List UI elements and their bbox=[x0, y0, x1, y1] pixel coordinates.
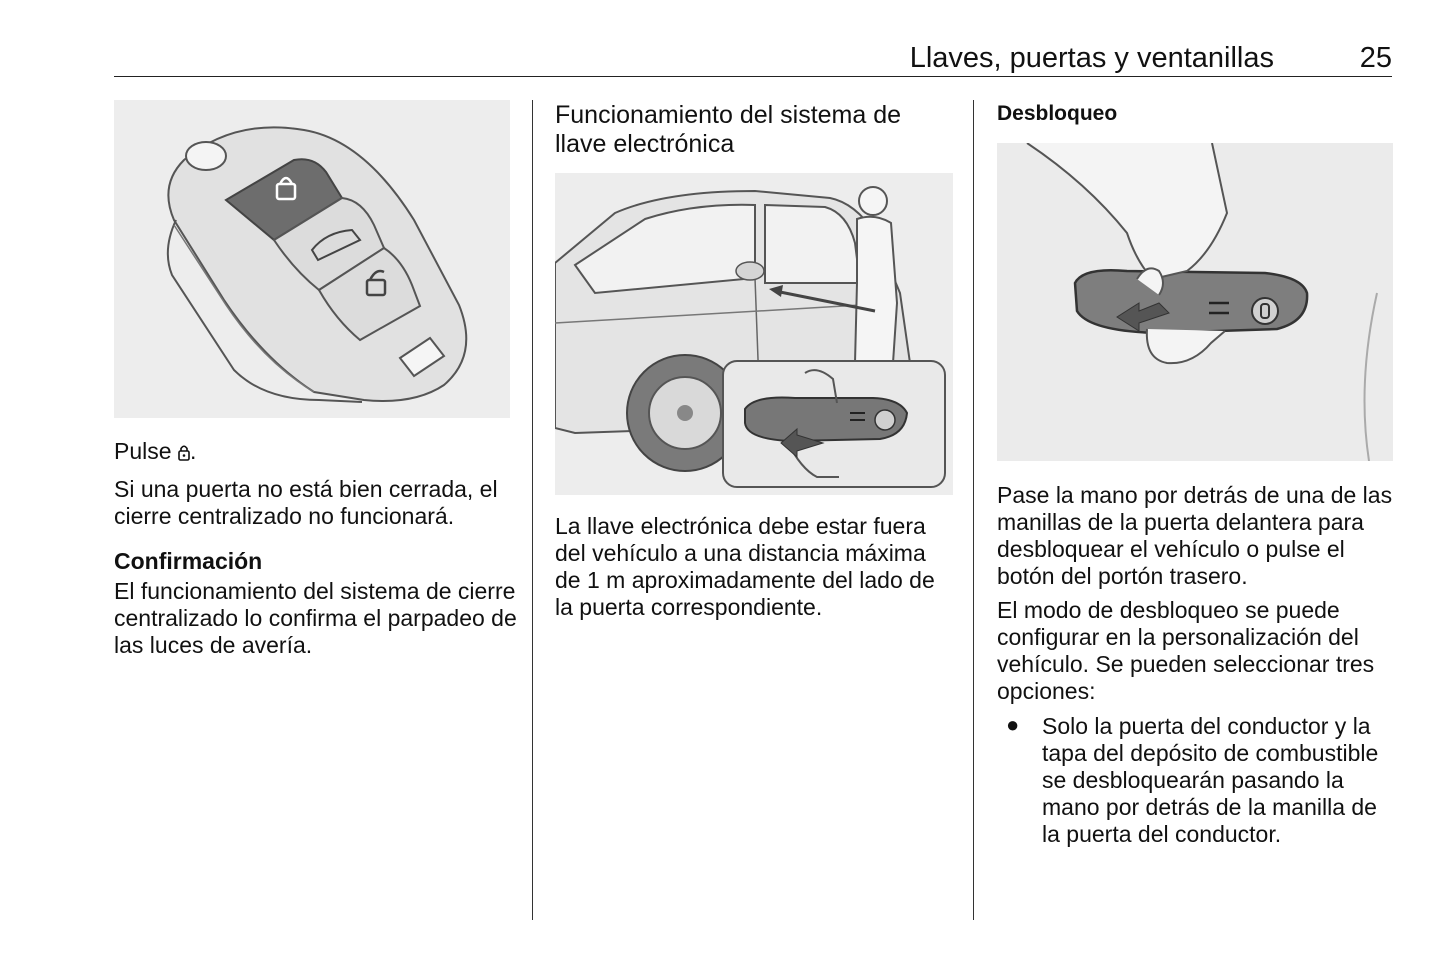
paragraph-confirmation: El funcionamiento del sistema de cierre centralizado lo confirma el parpadeo de las luces de avería. bbox=[114, 578, 517, 658]
page-number: 25 bbox=[1359, 42, 1392, 74]
step-text: Pulse bbox=[114, 438, 172, 464]
paragraph-unlock-mode: El modo de desbloqueo se puede configurar en la personalización del vehículo. Se pueden seleccionar tres opciones: bbox=[997, 597, 1375, 704]
section-title: Llaves, puertas y ventanillas bbox=[909, 42, 1274, 74]
header-rule bbox=[114, 76, 1392, 77]
paragraph-central-lock-failure: Si una puerta no está bien cerrada, el cierre centralizado no funcionará. bbox=[114, 476, 498, 529]
key-fob-illustration bbox=[114, 100, 510, 418]
bullet-item-driver-door: Solo la puerta del conductor y la tapa del depósito de combustible se desbloquearán pasando la mano por detrás de la manilla de la puerta del conductor. bbox=[1042, 713, 1379, 847]
lock-icon bbox=[178, 440, 190, 467]
door-handle-illustration bbox=[997, 143, 1393, 461]
keyless-entry-car-illustration bbox=[555, 173, 953, 495]
confirmation-subheading: Confirmación bbox=[114, 548, 263, 574]
paragraph-key-distance: La llave electrónica debe estar fuera del vehículo a una distancia máxima de 1 m aproximadamente del lado de la puerta correspondiente. bbox=[555, 513, 935, 620]
bullet-marker: ● bbox=[1006, 712, 1020, 737]
step-instruction bbox=[114, 438, 514, 467]
column-divider-right bbox=[973, 100, 974, 920]
paragraph-unlock-method: Pase la mano por detrás de una de las manillas de la puerta delantera para desbloquear el vehículo o pulse el botón del portón trasero. bbox=[997, 482, 1393, 589]
keyless-system-heading: Funcionamiento del sistema de llave electrónica bbox=[555, 101, 902, 158]
unlocking-subheading: Desbloqueo bbox=[997, 102, 1118, 125]
column-divider-left bbox=[532, 100, 533, 920]
step-end: . bbox=[189, 438, 197, 464]
